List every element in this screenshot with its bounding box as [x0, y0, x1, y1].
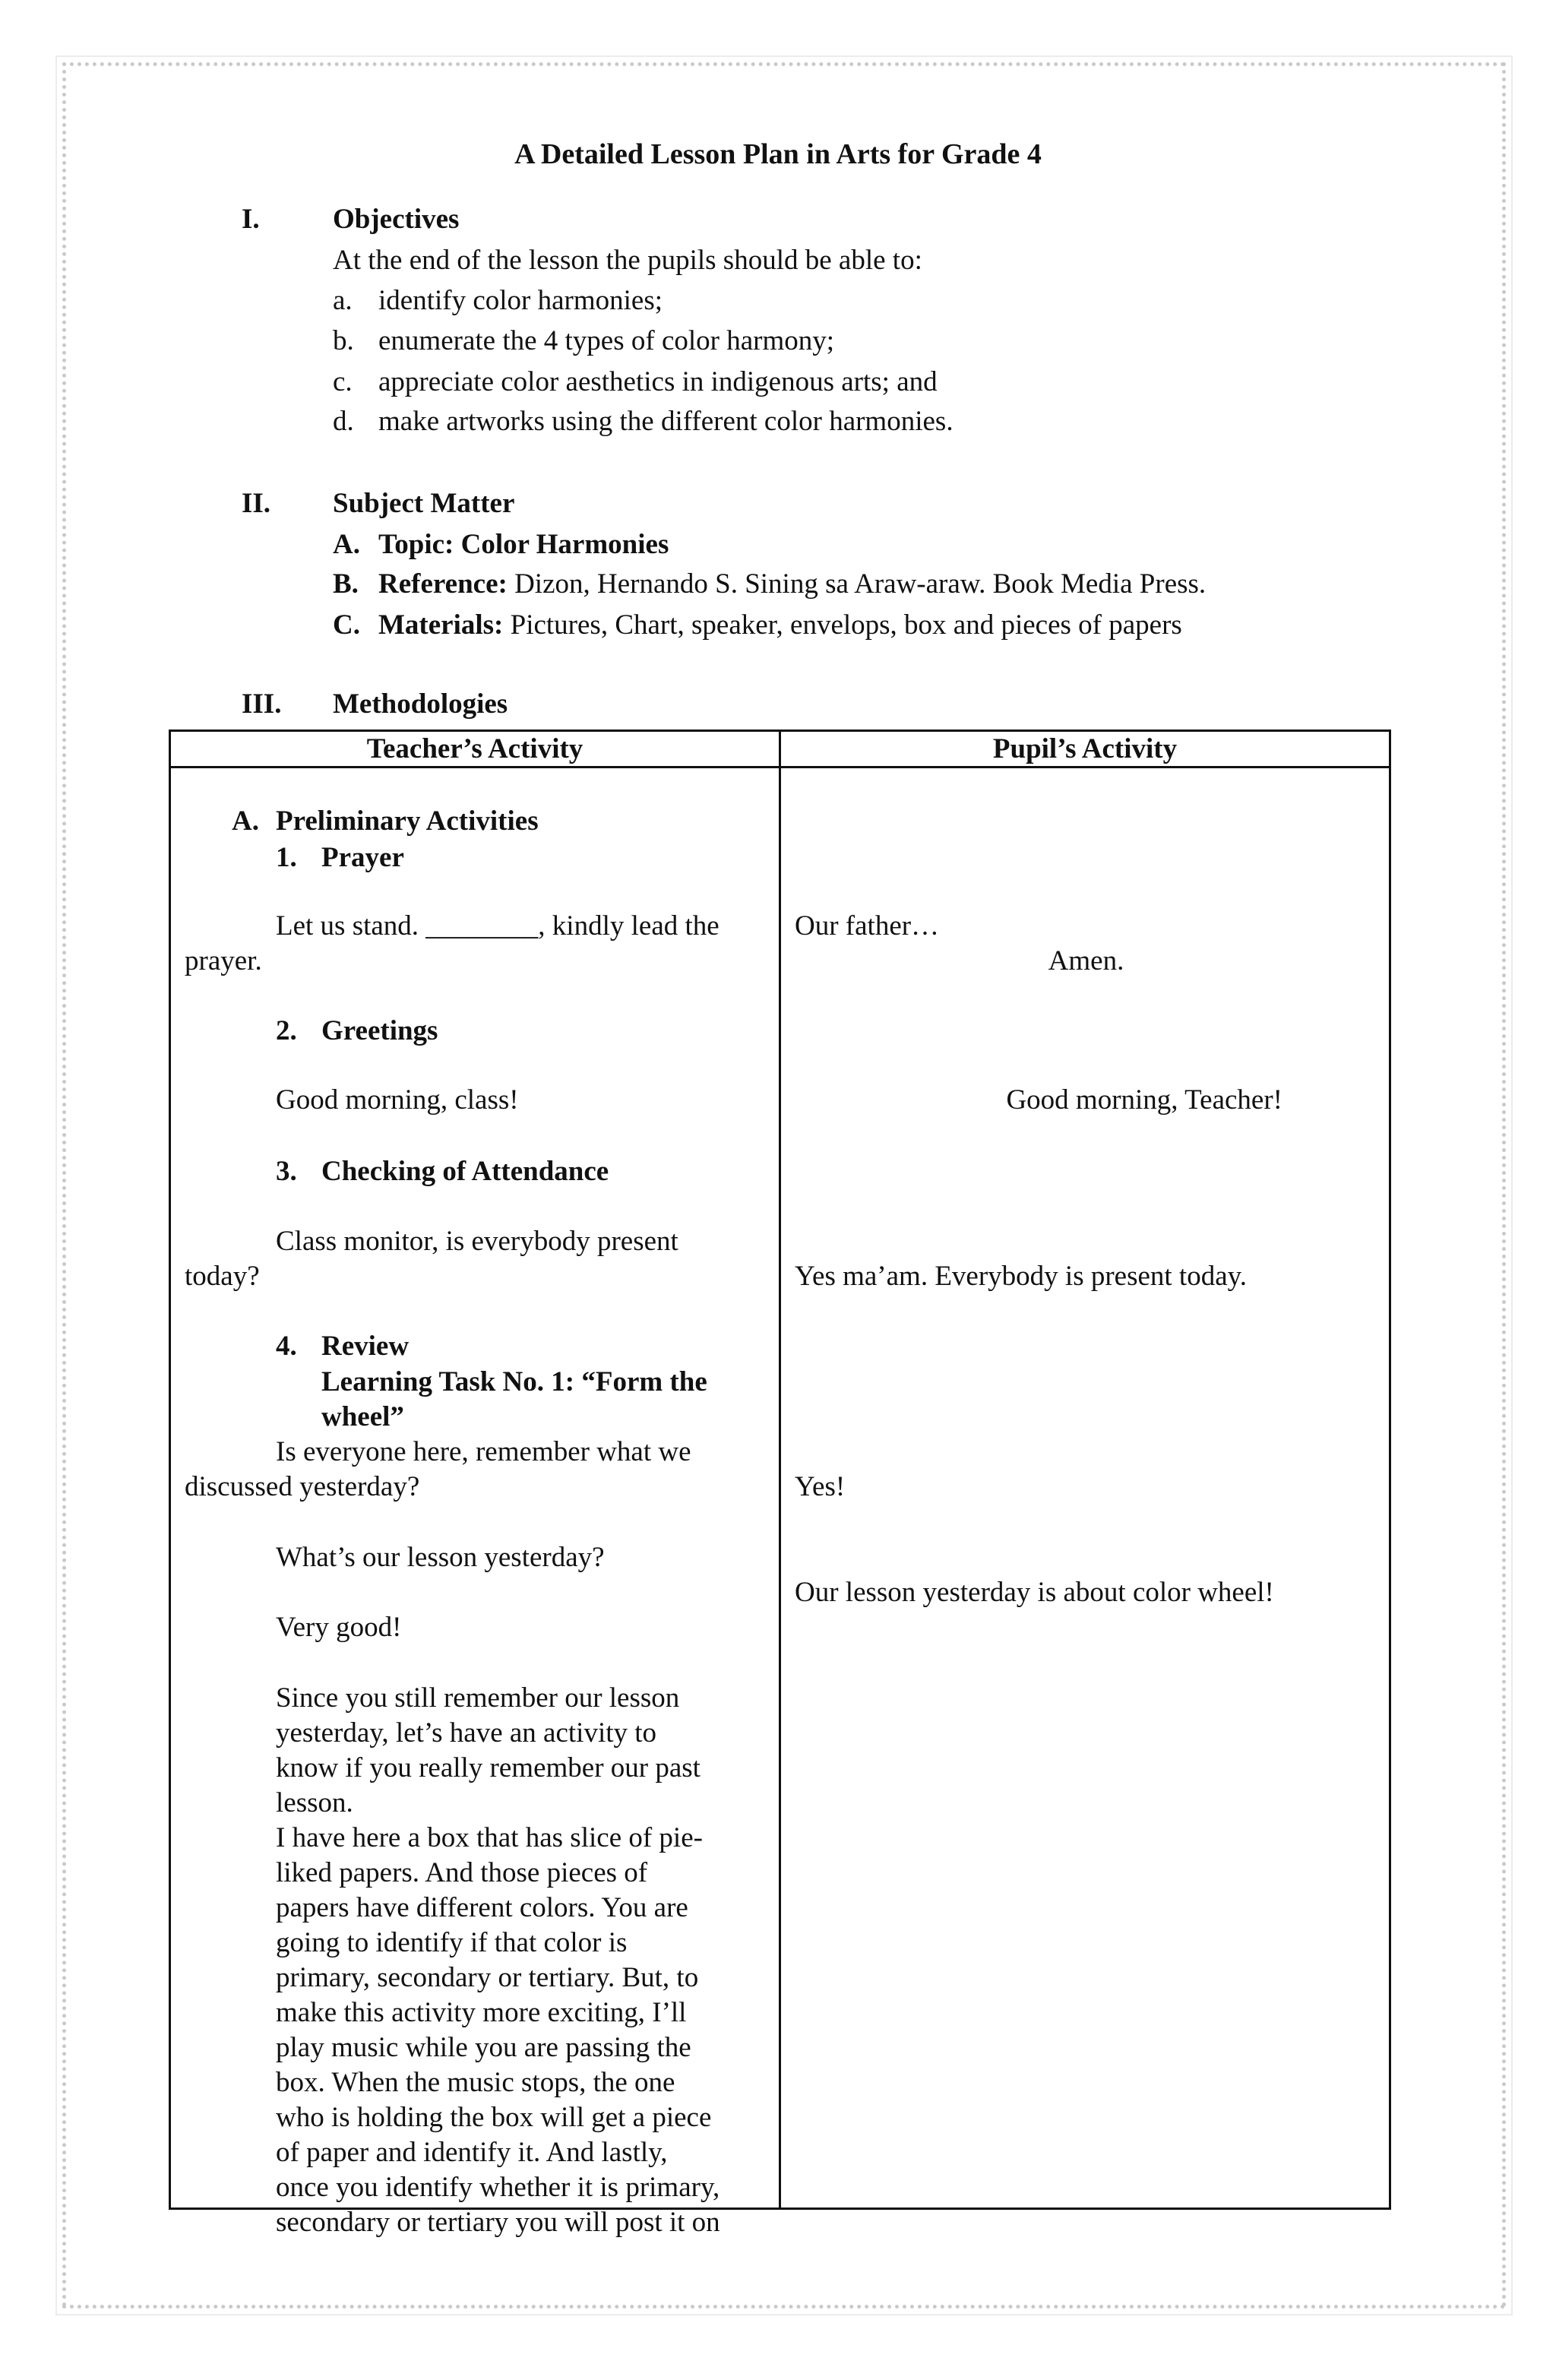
activity-text-line: primary, secondary or tertiary. But, to	[276, 1962, 699, 1993]
activity-text-line: liked papers. And those pieces of	[276, 1857, 648, 1888]
subject-matter-item: A. Topic: Color Harmonies	[333, 529, 669, 560]
prayer-marker: 1.	[276, 842, 297, 873]
pupil-response: Yes!	[795, 1471, 846, 1502]
objective-item: c. appreciate color aesthetics in indigenous arts; and	[333, 366, 938, 397]
attendance-line: Class monitor, is everybody present	[276, 1226, 678, 1257]
prayer-line: Let us stand. ________, kindly lead the	[276, 910, 719, 942]
document-title: A Detailed Lesson Plan in Arts for Grade 4	[514, 138, 1042, 170]
pupil-response: Amen.	[1048, 945, 1124, 976]
activity-text-line: who is holding the box will get a piece	[276, 2102, 712, 2133]
subject-matter-heading: Subject Matter	[333, 488, 515, 519]
objectives-intro: At the end of the lesson the pupils should be able to:	[333, 245, 922, 276]
activity-text-line: papers have different colors. You are	[276, 1892, 688, 1923]
attendance-line: today?	[185, 1261, 260, 1292]
table-row	[170, 767, 1390, 2209]
objective-item: d. make artworks using the different color harmonies.	[333, 406, 954, 437]
objective-item: b. enumerate the 4 types of color harmony;	[333, 325, 835, 356]
column-header-pupil: Pupil’s Activity	[780, 731, 1390, 767]
activity-text-line: lesson.	[276, 1787, 353, 1818]
pupil-response: Our father…	[795, 910, 940, 942]
pupil-response: Good morning, Teacher!	[1006, 1084, 1282, 1116]
review-marker: 4.	[276, 1331, 297, 1362]
review-question: discussed yesterday?	[185, 1471, 420, 1502]
prayer-line: prayer.	[185, 945, 262, 976]
activity-text-line: once you identify whether it is primary,	[276, 2172, 720, 2203]
activity-text-line: play music while you are passing the	[276, 2032, 691, 2063]
subject-matter-item: C. Materials: Pictures, Chart, speaker, envelops, box and pieces of papers	[333, 609, 1182, 641]
activity-text-line: Since you still remember our lesson	[276, 1682, 680, 1714]
review-question: Is everyone here, remember what we	[276, 1436, 691, 1467]
section-numeral-methodologies: III.	[242, 688, 282, 720]
review-praise: Very good!	[276, 1612, 402, 1643]
prayer-title: Prayer	[321, 842, 404, 873]
section-a-title: Preliminary Activities	[276, 805, 539, 837]
table-header-row	[170, 731, 1390, 767]
activity-text-line: yesterday, let’s have an activity to	[276, 1717, 657, 1749]
subject-matter-item: B. Reference: Dizon, Hernando S. Sining sa Araw-araw. Book Media Press.	[333, 568, 1207, 600]
learning-task-title: Learning Task No. 1: “Form the	[321, 1366, 707, 1397]
section-numeral-subject-matter: II.	[242, 488, 271, 519]
activity-text-line: box. When the music stops, the one	[276, 2067, 675, 2098]
activity-text-line: I have here a box that has slice of pie-	[276, 1822, 703, 1853]
section-numeral-objectives: I.	[242, 204, 260, 235]
review-title: Review	[321, 1331, 410, 1362]
greetings-text: Good morning, class!	[276, 1084, 519, 1116]
section-a-marker: A.	[232, 805, 259, 837]
activity-text-line: know if you really remember our past	[276, 1752, 701, 1783]
activity-text-line: going to identify if that color is	[276, 1927, 628, 1958]
methodologies-table	[169, 730, 1391, 2238]
column-header-teacher: Teacher’s Activity	[170, 731, 780, 767]
attendance-marker: 3.	[276, 1156, 297, 1187]
teacher-activity-cell	[170, 767, 780, 2238]
attendance-title: Checking of Attendance	[321, 1156, 609, 1187]
activity-text-line: of paper and identify it. And lastly,	[276, 2137, 668, 2168]
methodologies-heading: Methodologies	[333, 688, 508, 720]
objectives-heading: Objectives	[333, 204, 460, 235]
objective-item: a. identify color harmonies;	[333, 285, 663, 316]
greetings-marker: 2.	[276, 1015, 297, 1046]
greetings-title: Greetings	[321, 1015, 438, 1046]
activity-text-line: make this activity more exciting, I’ll	[276, 1997, 687, 2028]
review-question: What’s our lesson yesterday?	[276, 1542, 605, 1573]
pupil-response: Yes ma’am. Everybody is present today.	[795, 1261, 1247, 1292]
pupil-response: Our lesson yesterday is about color wheel!	[795, 1577, 1274, 1608]
learning-task-title: wheel”	[321, 1401, 404, 1432]
pupil-activity-cell	[780, 767, 1390, 2209]
activity-text-line: secondary or tertiary you will post it on	[276, 2207, 720, 2238]
